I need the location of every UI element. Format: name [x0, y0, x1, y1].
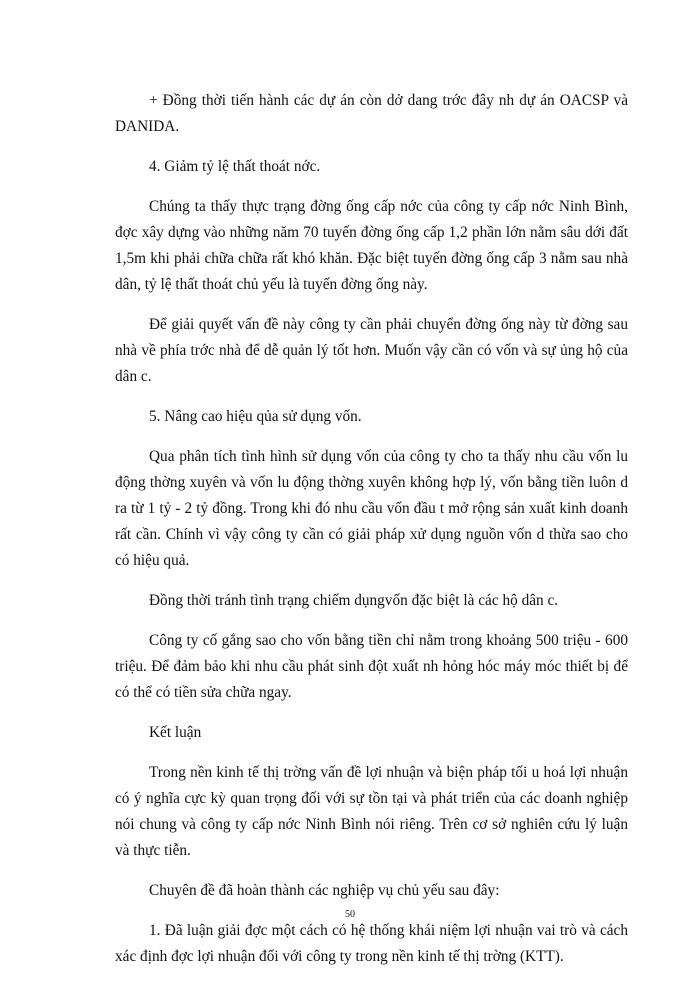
paragraph-capital-analysis: Qua phân tích tình hình sử dụng vốn của công ty cho ta thấy nhu cầu vốn lu động thờng xuyên và vốn lu động thờng xuyên không hợp lý, vốn bằng tiền luôn d ra từ 1 tỷ - 2 tỷ đồng. Trong khi đó nhu cầu vốn đầu t mở rộng sản xuất kinh doanh rất cần. Chính vì vậy công ty cần có giải pháp xử dụng nguồn vốn d thừa sao cho có hiệu quả.: [115, 448, 628, 569]
paragraph-conclusion-intro: Trong nền kinh tế thị trờng vấn đề lợi nhuận và biện pháp tối u hoá lợi nhuận có ý nghĩa cực kỳ quan trọng đối với sự tồn tại và phát triển của các doanh nghiệp nói chung và công ty cấp nớc Ninh Bình nói riêng. Trên cơ sở nghiên cứu lý luận và thực tiễn.: [115, 764, 628, 859]
paragraph-pipe-relocation: Để giải quyết vấn đề này công ty cần phải chuyển đờng ống này từ đờng sau nhà về phía trớc nhà để dễ quản lý tốt hơn. Muốn vậy cần có vốn và sự ủng hộ của dân c.: [115, 316, 628, 385]
paragraph-task-one: 1. Đã luận giải đợc một cách có hệ thống khái niệm lợi nhuận vai trò và cách xác định đợc lợi nhuận đối với công ty trong nền kinh tế thị trờng (KTT).: [115, 922, 628, 965]
section-heading-conclusion: Kết luận: [149, 724, 202, 741]
paragraph-pipe-condition: Chúng ta thấy thực trạng đờng ống cấp nớc của công ty cấp nớc Ninh Bình, đợc xây dựng vào những năm 70 tuyến đờng ống cấp 1,2 phần lớn nằm sâu dới đất 1,5m khi phải chữa chữa rất khó khăn. Đặc biệt tuyến đờng ống cấp 3 nằm sau nhà dân, tỷ lệ thất thoát chủ yếu là tuyến đờng ống này.: [115, 198, 628, 293]
paragraph-ongoing-projects: + Đồng thời tiến hành các dự án còn dở dang trớc đây nh dự án OACSP và DANIDA.: [115, 92, 628, 135]
page-number: 50: [345, 909, 355, 920]
section-heading-capital-efficiency: 5. Nâng cao hiệu qủa sử dụng vốn.: [149, 408, 362, 425]
paragraph-avoid-misuse: Đồng thời tránh tình trạng chiếm dụngvốn đặc biệt là các hộ dân c.: [149, 592, 559, 609]
page-body: [115, 88, 628, 984]
paragraph-tasks-completed: Chuyên đề đã hoàn thành các nghiệp vụ chủ yếu sau đây:: [149, 882, 500, 899]
paragraph-cash-target: Công ty cố gắng sao cho vốn bằng tiền chỉ nằm trong khoảng 500 triệu - 600 triệu. Để đảm bảo khi nhu cầu phát sinh đột xuất nh hỏng hóc máy móc thiết bị để có thể có tiền sửa chữa ngay.: [115, 632, 628, 701]
section-heading-water-loss: 4. Giảm tỷ lệ thất thoát nớc.: [149, 158, 321, 175]
